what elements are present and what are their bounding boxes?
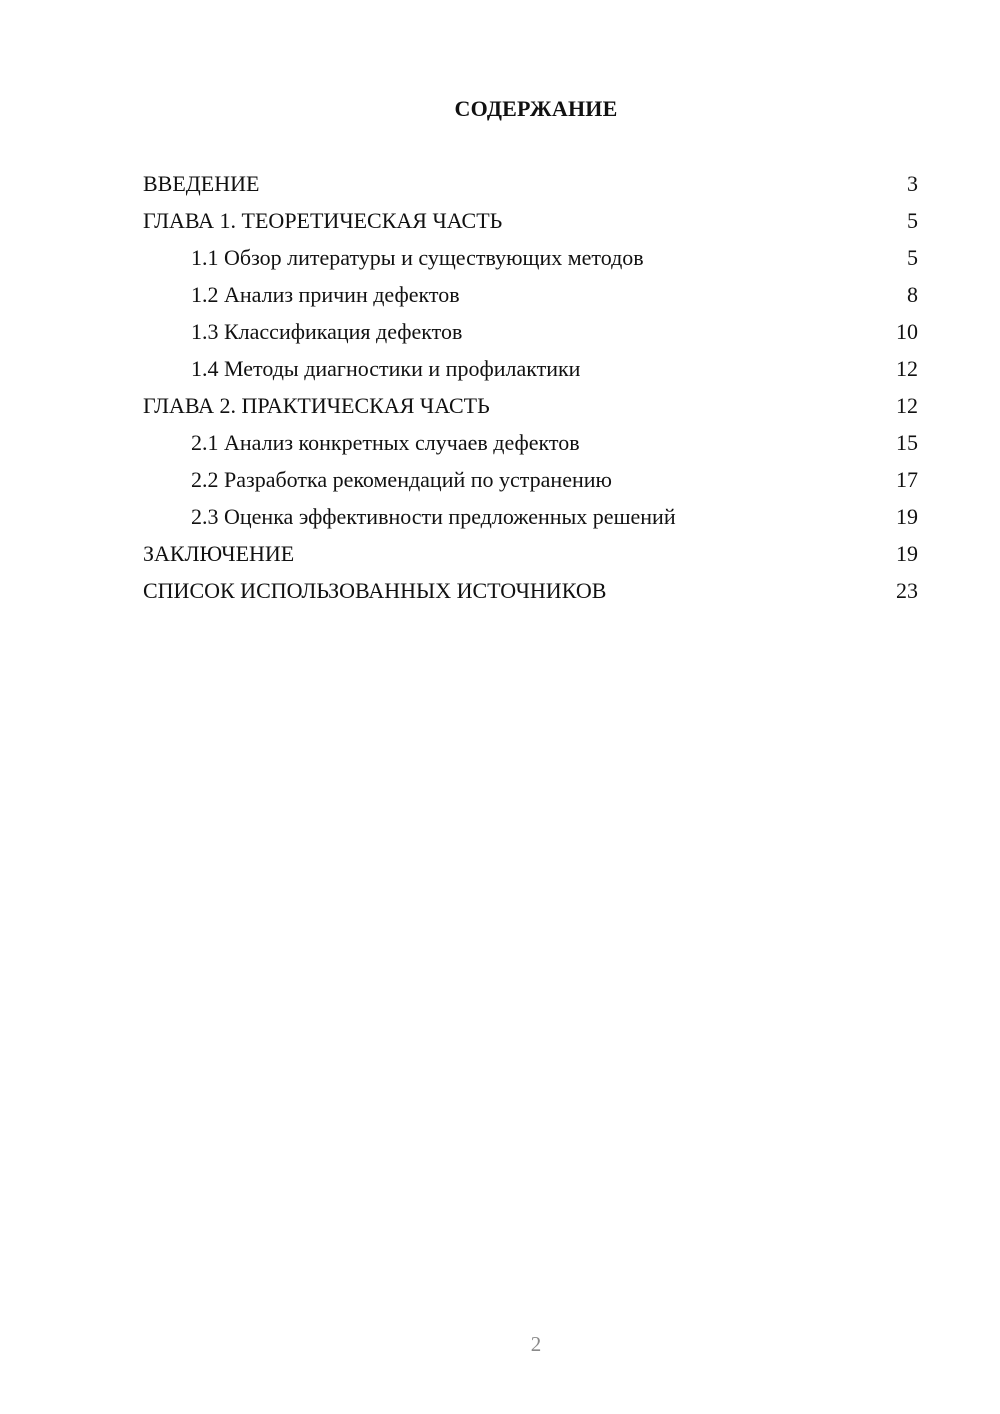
toc-entry-title: ЗАКЛЮЧЕНИЕ	[143, 541, 295, 566]
toc-entry-section-1-1	[143, 241, 918, 278]
toc-entry-page: 8	[907, 282, 918, 307]
toc-entry-page: 12	[896, 393, 918, 418]
toc-entry-title: 2.2 Разработка рекомендаций по устранению	[191, 467, 612, 492]
page-number: 2	[530, 1332, 542, 1356]
toc-entry-page: 17	[896, 467, 918, 492]
toc-entry-page: 23	[896, 578, 918, 603]
toc-entry-title: СПИСОК ИСПОЛЬЗОВАННЫХ ИСТОЧНИКОВ	[143, 578, 607, 603]
toc-entry-conclusion	[143, 537, 918, 574]
toc-entry-section-2-3	[143, 500, 918, 537]
toc-entry-chapter-2	[143, 389, 918, 426]
toc-entry-section-1-3	[143, 315, 918, 352]
toc-entry-title: ВВЕДЕНИЕ	[143, 171, 260, 196]
toc-entry-page: 3	[907, 171, 918, 196]
toc-entry-page: 5	[907, 245, 918, 270]
toc-entry-introduction	[143, 167, 918, 204]
toc-entry-title: 2.3 Оценка эффективности предложенных решений	[191, 504, 676, 529]
toc-entry-section-2-1	[143, 426, 918, 463]
toc-entry-page: 12	[896, 356, 918, 381]
toc-entry-section-1-4	[143, 352, 918, 389]
toc-entry-title: 1.2 Анализ причин дефектов	[191, 282, 460, 307]
toc-entry-title: 1.3 Классификация дефектов	[191, 319, 463, 344]
toc-entry-page: 10	[896, 319, 918, 344]
toc-entry-title: 1.4 Методы диагностики и профилактики	[191, 356, 581, 381]
toc-entry-page: 19	[896, 541, 918, 566]
toc-entry-title: ГЛАВА 1. ТЕОРЕТИЧЕСКАЯ ЧАСТЬ	[143, 208, 503, 233]
toc-entry-references	[143, 574, 918, 611]
page-title: СОДЕРЖАНИЕ	[454, 96, 618, 121]
toc-entry-section-2-2	[143, 463, 918, 500]
toc-entry-page: 19	[896, 504, 918, 529]
toc-entry-section-1-2	[143, 278, 918, 315]
toc-entry-chapter-1	[143, 204, 918, 241]
table-of-contents	[143, 167, 918, 611]
toc-entry-title: ГЛАВА 2. ПРАКТИЧЕСКАЯ ЧАСТЬ	[143, 393, 490, 418]
toc-entry-page: 15	[896, 430, 918, 455]
toc-entry-page: 5	[907, 208, 918, 233]
toc-entry-title: 2.1 Анализ конкретных случаев дефектов	[191, 430, 580, 455]
toc-entry-title: 1.1 Обзор литературы и существующих методов	[191, 245, 644, 270]
